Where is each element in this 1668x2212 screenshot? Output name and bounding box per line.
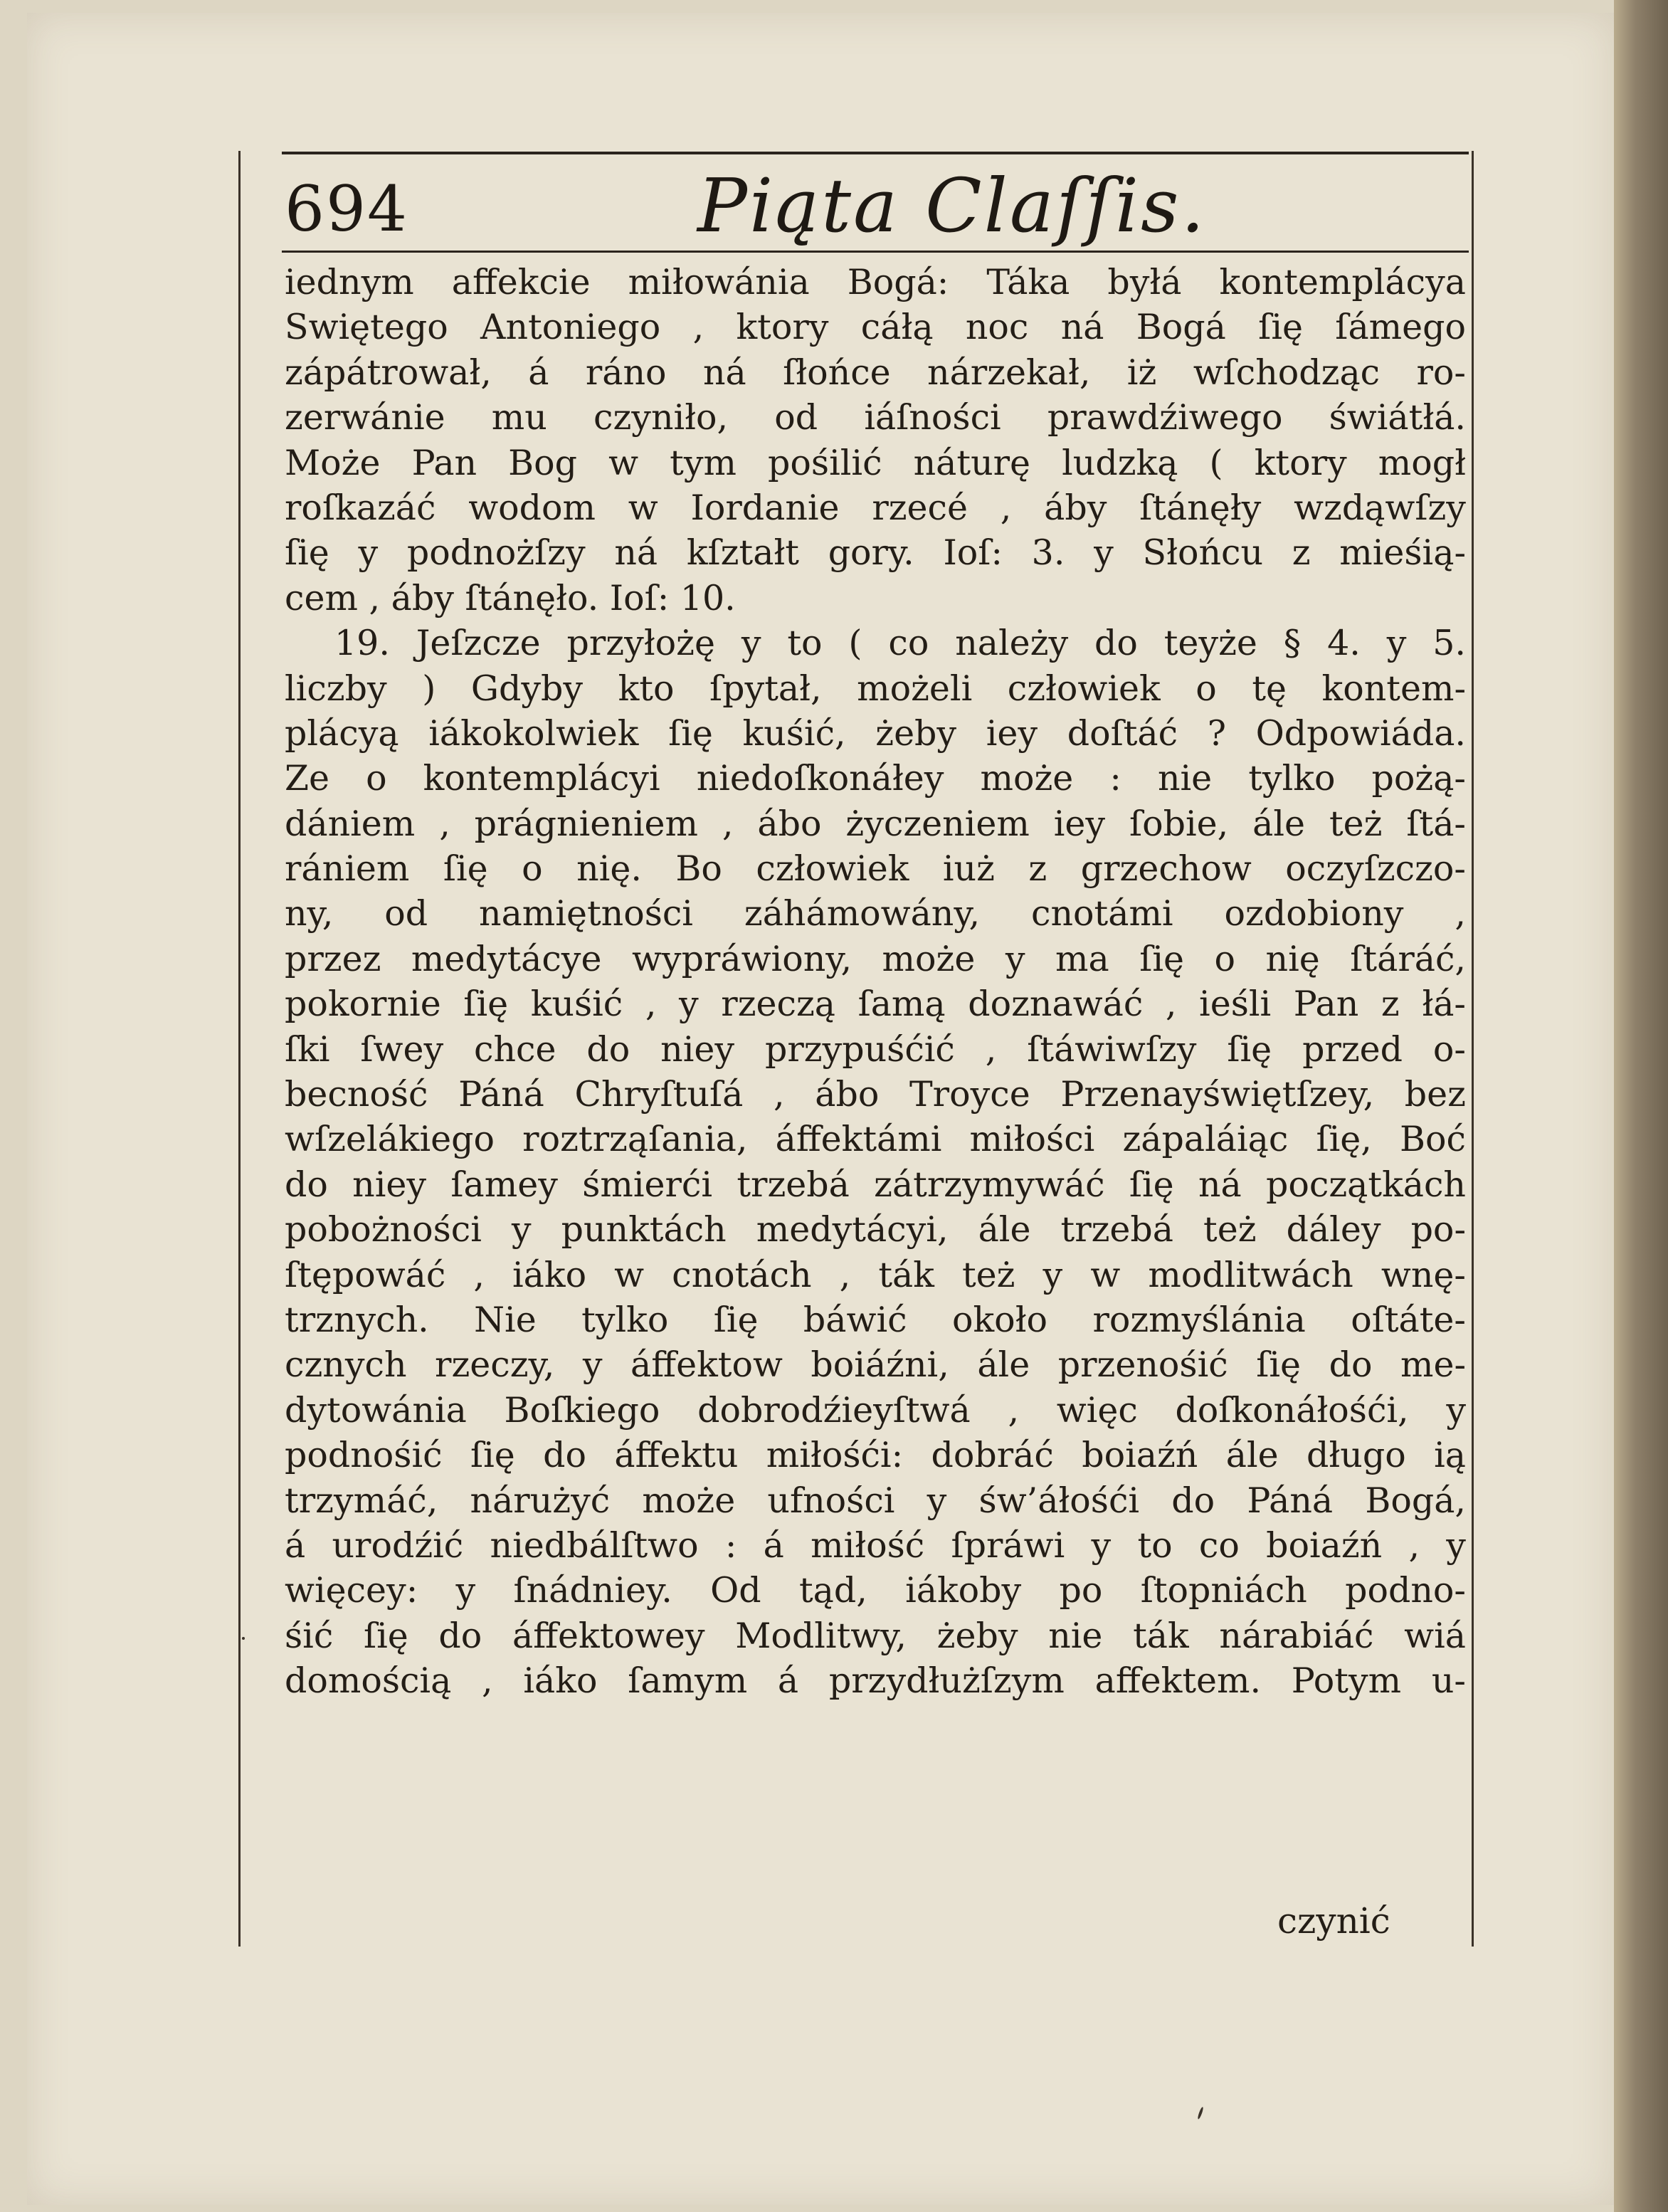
text-line: domością , iáko ſamym á przydłużſzym affektem. Potym u- (285, 1660, 1466, 1702)
book-binding-edge (1614, 0, 1668, 2212)
text-line: wſzelákiego roztrząſania, áffektámi miłości zápaláiąc ſię, Boć (285, 1119, 1466, 1160)
text-line: roſkazáć wodom w Iordanie rzecé , áby ſtánęły wzdąwſzy (285, 487, 1466, 528)
header-bottom-rule (282, 251, 1469, 253)
text-line: zápátrował, á ráno ná ſłońce nárzekał, iż wſchodząc ro- (285, 352, 1466, 393)
body-text (285, 260, 1466, 1704)
text-line: zerwánie mu czyniło, od iáſności prawdźiwego świátłá. (285, 397, 1466, 438)
text-line: trznych. Nie tylko ſię báwić około rozmyślánia oſtáte- (285, 1299, 1466, 1340)
text-line: Może Pan Bog w tym pośilić náturę ludzką ( ktory mogł (285, 442, 1466, 483)
text-line: becność Páná Chryſtuſá , ábo Troyce Przenayświętſzey, bez (285, 1074, 1466, 1115)
text-line: cem , áby ſtánęło. Ioſ: 10. (285, 577, 736, 618)
text-line: liczby ) Gdyby kto ſpytał, możeli człowiek o tę kontem- (285, 668, 1466, 709)
text-line: pokornie ſię kuśić , y rzeczą ſamą doznawáć , ieśli Pan z łá- (285, 984, 1466, 1025)
text-line: á urodźić niedbálſtwo : á miłość ſpráwi y to co boiaźń , y (285, 1524, 1466, 1566)
text-line: dániem , prágnieniem , ábo życzeniem iey ſobie, ále też ſtá- (285, 803, 1466, 844)
text-line: Ze o kontemplácyi niedoſkonáłey może : nie tylko pożą- (285, 758, 1466, 799)
text-line: iednym affekcie miłowánia Bogá: Táka byłá kontemplácya (285, 262, 1466, 302)
text-line: więcey: y ſnádniey. Od tąd, iákoby po ſtopniách podno- (285, 1570, 1466, 1611)
text-line: ſki ſwey chce do niey przypuśćić , ſtáwiwſzy ſię przed o- (285, 1028, 1466, 1070)
text-line: ſię y podnożſzy ná kſztałt gory. Ioſ: 3. y Słońcu z mieśią- (285, 532, 1466, 574)
text-line: pobożności y punktách medytácyi, ále trzebá też dáley po- (285, 1209, 1466, 1250)
text-line: plácyą iákokolwiek ſię kuśić, żeby iey doſtáć ? Odpowiáda. (285, 712, 1466, 754)
text-line: przez medytácye wypráwiony, może y ma ſię o nię ſtáráć, (285, 938, 1466, 979)
text-line: do niey ſamey śmierći trzebá zátrzymywáć ſię ná początkách (285, 1164, 1466, 1205)
ink-speck (242, 1637, 245, 1640)
running-head: Piąta Claſſis. (697, 162, 1207, 249)
text-line: trzymáć, nárużyć może ufności y św’áłośći do Páná Bogá, (285, 1480, 1466, 1521)
text-line: cznych rzeczy, y áffektow boiáźni, ále przenośić ſię do me- (285, 1344, 1466, 1386)
catchword: czynić (1277, 1900, 1390, 1942)
text-line: dytowánia Boſkiego dobrodźieyſtwá , więc doſkonáłośći, y (285, 1389, 1466, 1431)
header-top-rule (282, 152, 1469, 154)
text-line: ny, od namiętności záhámowány, cnotámi ozdobiony , (285, 893, 1466, 934)
page-number: 694 (285, 172, 408, 246)
page-header (285, 162, 1466, 248)
text-line: Swiętego Antoniego , ktory cáłą noc ná Bogá ſię ſámego (285, 307, 1466, 348)
text-line: ſtępowáć , iáko w cnotách , ták też y w modlitwách wnę- (285, 1254, 1466, 1295)
text-line: podnośić ſię do áffektu miłośći: dobráć boiaźń ále długo ią (285, 1435, 1466, 1476)
text-line: śić ſię do áffektowey Modlitwy, żeby nie ták nárabiáć wiá (285, 1615, 1466, 1656)
text-line: rániem ſię o nię. Bo człowiek iuż z grzechow oczyſzczo- (285, 848, 1466, 890)
text-line: 19. Jeſzcze przyłożę y to ( co należy do teyże § 4. y 5. (334, 623, 1466, 664)
